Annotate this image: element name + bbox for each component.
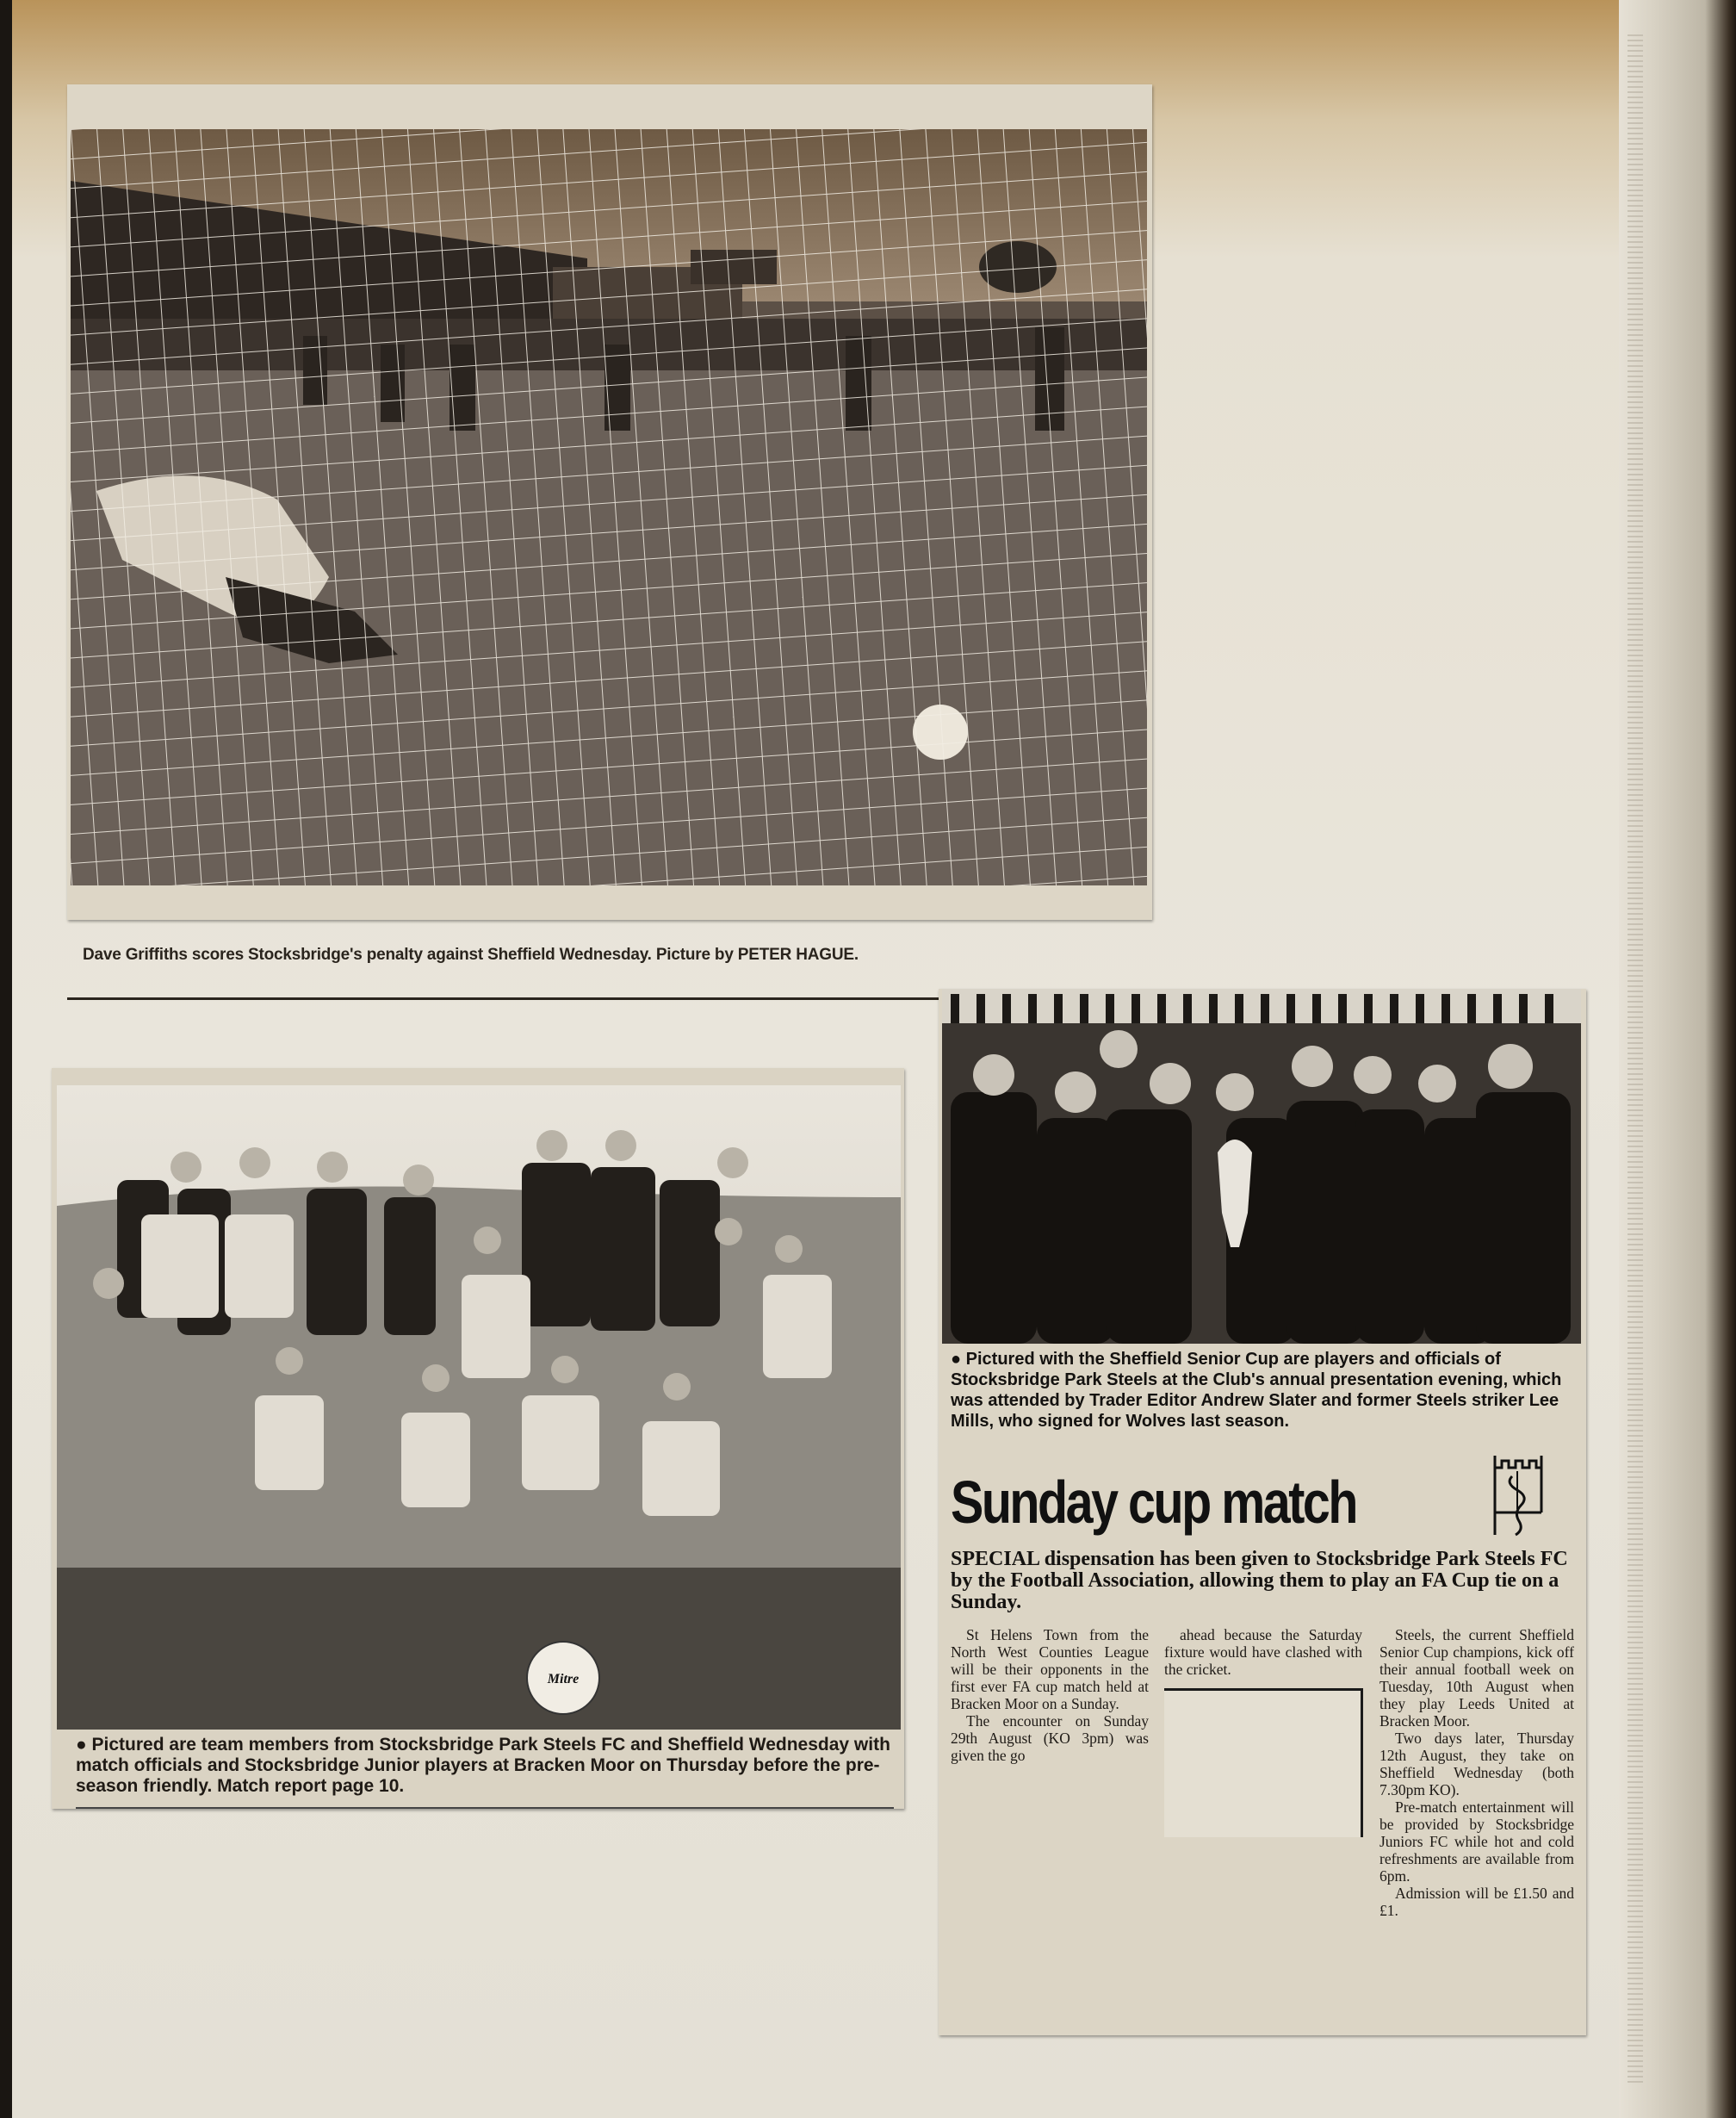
article-column-2 [1164, 1626, 1362, 1678]
senior-cup-photo [942, 989, 1581, 1344]
bullet-icon: ● [951, 1350, 966, 1369]
article-paragraph: Steels, the current Sheffield Senior Cup champions, kick off their annual football week on Tuesday, 10th August when they play Leeds United at Bracken Moor. [1380, 1626, 1574, 1730]
article-paragraph: The encounter on Sunday 29th August (KO 3pm) was given the go [951, 1712, 1149, 1764]
team-photo [57, 1085, 901, 1730]
article-paragraph: St Helens Town from the North West Counties League will be their opponents in the first ever FA cup match held at Bracken Moor on a Sunday. [951, 1626, 1149, 1712]
photo-caption: Dave Griffiths scores Stocksbridge's penalty against Sheffield Wednesday. Picture by PETER HAGUE. [83, 946, 859, 964]
page-left-edge [0, 0, 12, 2118]
binding-holes [1628, 34, 1643, 2084]
article-paragraph: Two days later, Thursday 12th August, they take on Sheffield Wednesday (both 7.30pm KO). [1380, 1730, 1574, 1798]
photo-caption-text: Pictured are team members from Stocksbridge Park Steels FC and Sheffield Wednesday with match officials and Stocksbridge Junior players at Bracken Moor on Thursday before the pre-season friendly. Match report page 10. [76, 1735, 890, 1796]
article-column-1 [951, 1626, 1149, 1764]
article-headline: Sunday cup match [951, 1469, 1356, 1536]
photo-caption-text: Pictured with the Sheffield Senior Cup are players and officials of Stocksbridge Park Steels at the Club's annual presentation evening, which was attended by Trader Editor Andrew Slater and former Steels striker Lee Mills, who signed for Wolves last season. [951, 1350, 1562, 1431]
cut-out-box [1164, 1688, 1363, 1837]
team-photo-clipping [52, 1068, 904, 1809]
photo-caption [76, 1735, 894, 1797]
ball-brand: Mitre [547, 1672, 580, 1686]
photo-caption [951, 1349, 1572, 1432]
club-crest-icon [1486, 1452, 1550, 1538]
penalty-photo [71, 129, 1147, 885]
penalty-photo-clipping [67, 84, 1152, 964]
caption-rule [76, 1807, 894, 1809]
article-lead: SPECIAL dispensation has been given to Stocksbridge Park Steels FC by the Football Association, allowing them to play an FA Cup tie on a Sunday. [951, 1548, 1568, 1613]
bullet-icon: ● [76, 1735, 92, 1755]
article-column-3 [1380, 1626, 1574, 1919]
article-paragraph: Admission will be £1.50 and £1. [1380, 1885, 1574, 1919]
article-paragraph: ahead because the Saturday fixture would have clashed with the cricket. [1164, 1626, 1362, 1678]
sunday-cup-article-clipping [939, 989, 1586, 2035]
article-paragraph: Pre-match entertainment will be provided by Stocksbridge Juniors FC while hot and cold refreshments are available from 6pm. [1380, 1798, 1574, 1885]
